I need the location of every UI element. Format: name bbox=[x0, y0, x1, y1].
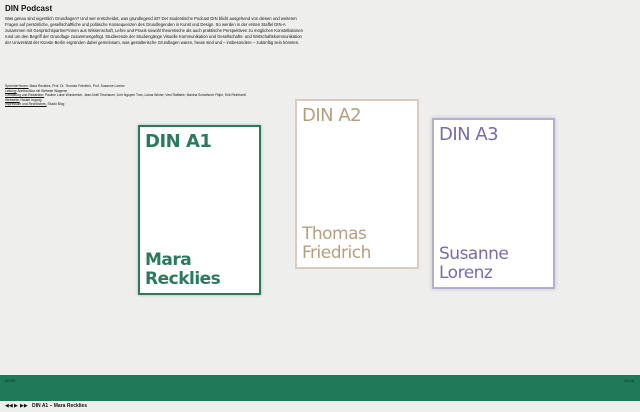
studio-blog-link[interactable]: Studio Blog bbox=[46, 102, 65, 107]
guest-first-name: Mara bbox=[145, 250, 192, 270]
episode-guest bbox=[302, 225, 371, 263]
credit-value: Mara Recklies, Prof. Dr. Thomas Friedrich, Prof. Susanne Lorenz bbox=[28, 84, 125, 88]
next-icon[interactable]: ▶▶ bbox=[20, 403, 28, 409]
episode-card-din-a1[interactable] bbox=[138, 125, 261, 295]
episode-card-din-a3[interactable] bbox=[432, 118, 555, 289]
episode-guest bbox=[439, 245, 508, 283]
episode-card-din-a2[interactable] bbox=[295, 99, 419, 269]
credit-label: Leitung: bbox=[5, 88, 17, 93]
previous-icon[interactable]: ◀◀ bbox=[5, 403, 13, 409]
credit-value: Annika Alba mit Stefanie Wagener bbox=[16, 88, 68, 93]
episode-title: DIN A2 bbox=[302, 105, 362, 126]
current-time: 00:00 bbox=[5, 378, 16, 383]
guest-last-name: Friedrich bbox=[302, 243, 371, 263]
website-link[interactable]: Webseite: bbox=[5, 97, 20, 102]
episode-guest bbox=[145, 251, 220, 289]
credit-row bbox=[5, 102, 315, 107]
play-icon[interactable]: ▶ bbox=[14, 403, 18, 409]
duration: 44:45 bbox=[623, 378, 634, 383]
guest-last-name: Lorenz bbox=[439, 263, 493, 283]
player-progress-bar[interactable] bbox=[0, 375, 640, 401]
credit-label: Gestaltung und Redaktion: bbox=[5, 93, 45, 98]
episode-title: DIN A1 bbox=[145, 131, 212, 152]
page-title: DIN Podcast bbox=[5, 4, 53, 13]
credits bbox=[5, 84, 315, 107]
guest-last-name: Recklies bbox=[145, 269, 221, 289]
guest-first-name: Thomas bbox=[302, 224, 367, 244]
credit-value: Hauke Irrgang bbox=[19, 97, 42, 102]
intro-text: Was genau sind eigentlich Grundlagen? Und wer entscheidet, was grundlegend ist? Der studentische Podcast DIN blickt ausgehend von diesen und weiteren Fragen auf persönliche, gesellschaftliche und politische Konsequenzen des Grundlegenden in Kunst und Design. So werden in der ersten Staffel DIN-A zusammen mit Gesprächspartner*innen aus Wissenschaft, Lehre und Praxis sowohl theoretische als auch praktische Perspektiven zu möglichen Konstellationen rund um den Begriff der Grundlage zusammengefügt. Studierende der Studiengänge Visuelle Kommunikation und Gesellschafts- und Wirtschaftskommunikation der Universität der Künste Berlin ergründen dabei gemeinsam, was gestalterische Grundlagen waren, heute sind und – insbesondere – zukünftig sein könnten. bbox=[5, 16, 303, 45]
imprint-link[interactable]: Impressum und Rechtliches, bbox=[5, 102, 47, 107]
guest-first-name: Susanne bbox=[439, 244, 509, 264]
player-controls-bar bbox=[0, 401, 640, 412]
episode-title: DIN A3 bbox=[439, 124, 499, 145]
now-playing-label: DIN A1 – Mara Recklies bbox=[32, 403, 88, 409]
credit-value: Pauline Luise Wunderlich, Jean-Noël Teschauer, Linh Nguyen Tran, Lukas Winter, Vesi Raffaele, Maxina Schwitzner Filipe, Erik Reinhardt bbox=[44, 93, 246, 98]
credit-label: Sprecher*innen: bbox=[5, 84, 29, 88]
